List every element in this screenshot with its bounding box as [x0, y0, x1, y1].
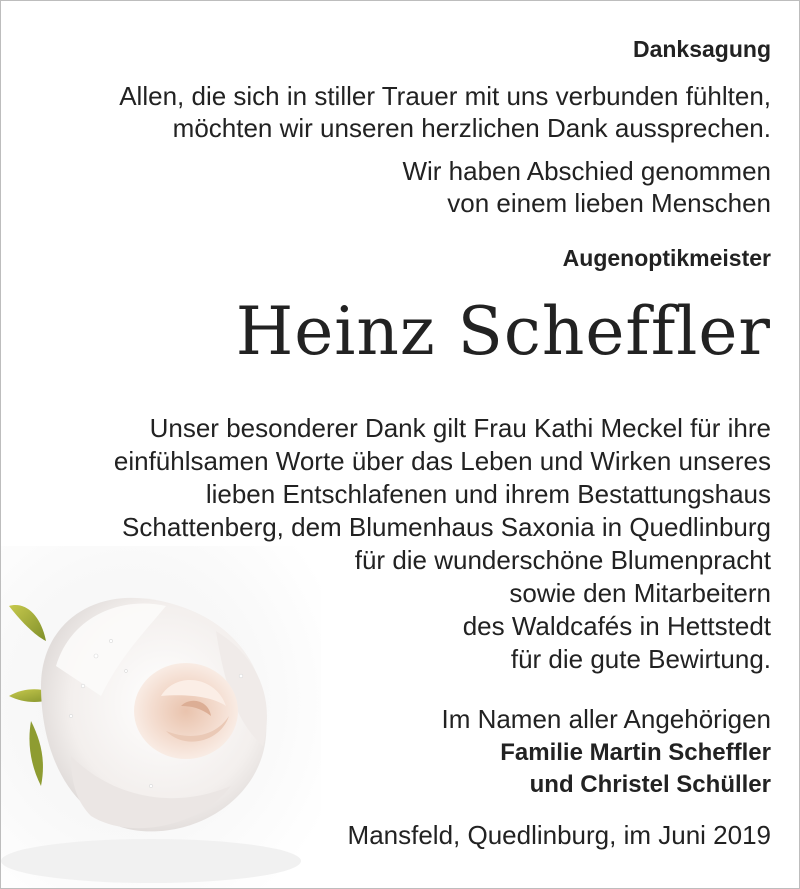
thanks-line: Schattenberg, dem Blumenhaus Saxonia in Quedlinburg: [122, 512, 771, 542]
intro-line: Allen, die sich in stiller Trauer mit uns verbunden fühlten,: [119, 81, 771, 111]
profession-title: Augenoptikmeister: [562, 245, 771, 271]
thanks-line: des Waldcafés in Hettstedt: [462, 611, 771, 641]
thanks-line: einfühlsamen Worte über das Leben und Wirken unseres: [113, 446, 771, 476]
thanks-line: für die wunderschöne Blumenpracht: [354, 545, 771, 575]
farewell-line: Wir haben Abschied genommen: [402, 156, 771, 186]
thanks-line: lieben Entschlafenen und ihrem Bestattungshaus: [205, 479, 771, 509]
signature-family-2: und Christel Schüller: [529, 771, 771, 798]
intro-line: möchten wir unseren herzlichen Dank aussprechen.: [172, 113, 771, 143]
thanks-line: Unser besonderer Dank gilt Frau Kathi Meckel für ihre: [149, 413, 771, 443]
signature-intro: Im Namen aller Angehörigen: [441, 704, 771, 734]
place-date: Mansfeld, Quedlinburg, im Juni 2019: [347, 820, 771, 850]
signature-family-1: Familie Martin Scheffler: [500, 739, 771, 766]
deceased-name: Heinz Scheffler: [235, 293, 771, 370]
thanks-line: sowie den Mitarbeitern: [509, 578, 771, 608]
heading-danksagung: Danksagung: [632, 36, 771, 62]
white-rose-image: [1, 546, 321, 889]
farewell-line: von einem lieben Menschen: [447, 188, 771, 218]
thanks-line: für die gute Bewirtung.: [510, 644, 771, 674]
